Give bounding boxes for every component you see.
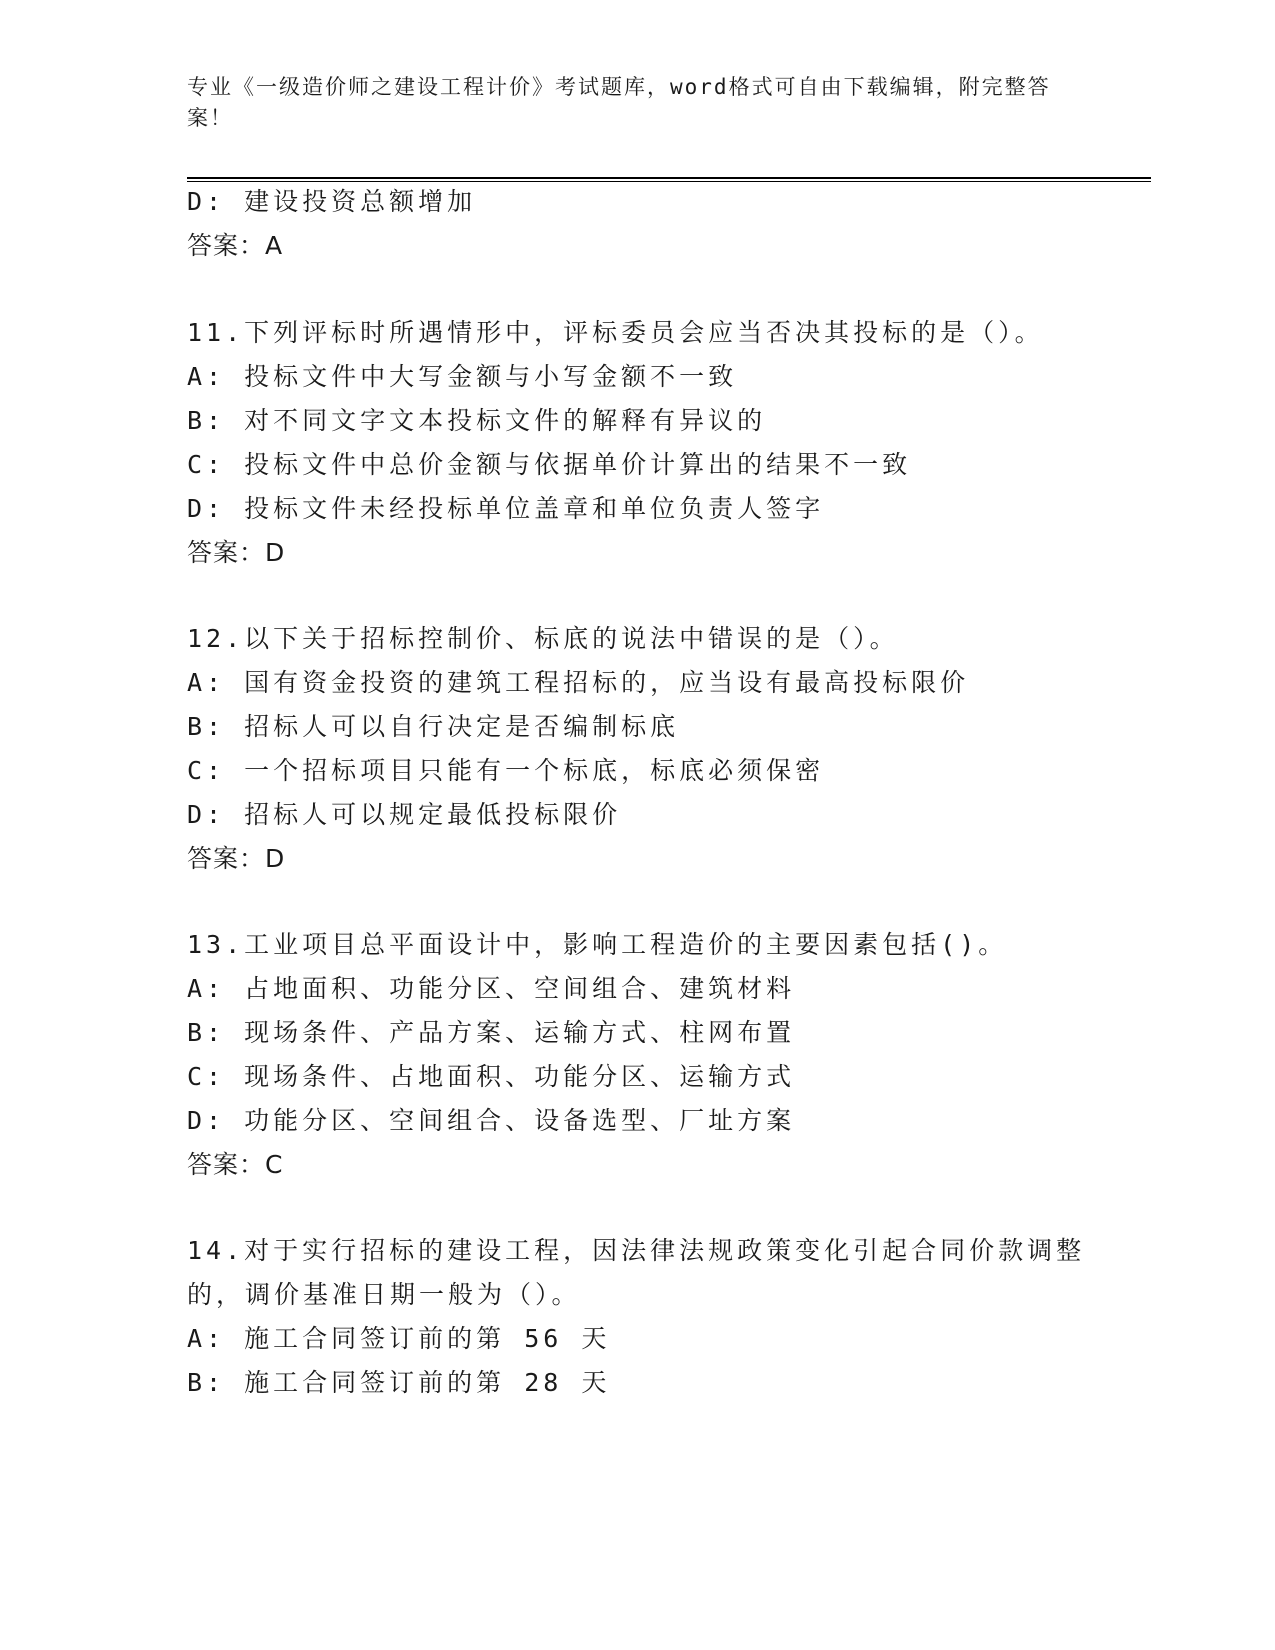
document-header: 专业《一级造价师之建设工程计价》考试题库，word格式可自由下载编辑，附完整答案！ — [187, 75, 1051, 130]
option-b: B: 现场条件、产品方案、运输方式、柱网布置 — [187, 1018, 796, 1047]
answer: 答案：A — [187, 231, 284, 260]
option-d: D: 建设投资总额增加 — [187, 187, 477, 216]
option-b: B: 招标人可以自行决定是否编制标底 — [187, 712, 680, 741]
answer: 答案：D — [187, 844, 286, 873]
option-a: A: 国有资金投资的建筑工程招标的，应当设有最高投标限价 — [187, 668, 970, 697]
option-c: C: 现场条件、占地面积、功能分区、运输方式 — [187, 1062, 796, 1091]
question-stem: 12.以下关于招标控制价、标底的说法中错误的是（）。 — [187, 624, 899, 653]
option-d: D: 招标人可以规定最低投标限价 — [187, 800, 622, 829]
question-stem: 13.工业项目总平面设计中，影响工程造价的主要因素包括()。 — [187, 930, 1008, 959]
option-a: A: 投标文件中大写金额与小写金额不一致 — [187, 362, 738, 391]
question-stem: 14.对于实行招标的建设工程，因法律法规政策变化引起合同价款调整 — [187, 1236, 1086, 1265]
option-c: C: 投标文件中总价金额与依据单价计算出的结果不一致 — [187, 450, 912, 479]
question-stem: 11.下列评标时所遇情形中，评标委员会应当否决其投标的是（）。 — [187, 318, 1044, 347]
question-stem-continued: 的，调价基准日期一般为（）。 — [187, 1280, 581, 1309]
option-a: A: 施工合同签订前的第 56 天 — [187, 1324, 611, 1353]
header-divider — [187, 177, 1151, 182]
option-d: D: 投标文件未经投标单位盖章和单位负责人签字 — [187, 494, 825, 523]
option-a: A: 占地面积、功能分区、空间组合、建筑材料 — [187, 974, 796, 1003]
answer: 答案：C — [187, 1150, 284, 1179]
option-b: B: 对不同文字文本投标文件的解释有异议的 — [187, 406, 767, 435]
answer: 答案：D — [187, 538, 286, 567]
option-d: D: 功能分区、空间组合、设备选型、厂址方案 — [187, 1106, 796, 1135]
option-c: C: 一个招标项目只能有一个标底，标底必须保密 — [187, 756, 825, 785]
option-b: B: 施工合同签订前的第 28 天 — [187, 1368, 611, 1397]
